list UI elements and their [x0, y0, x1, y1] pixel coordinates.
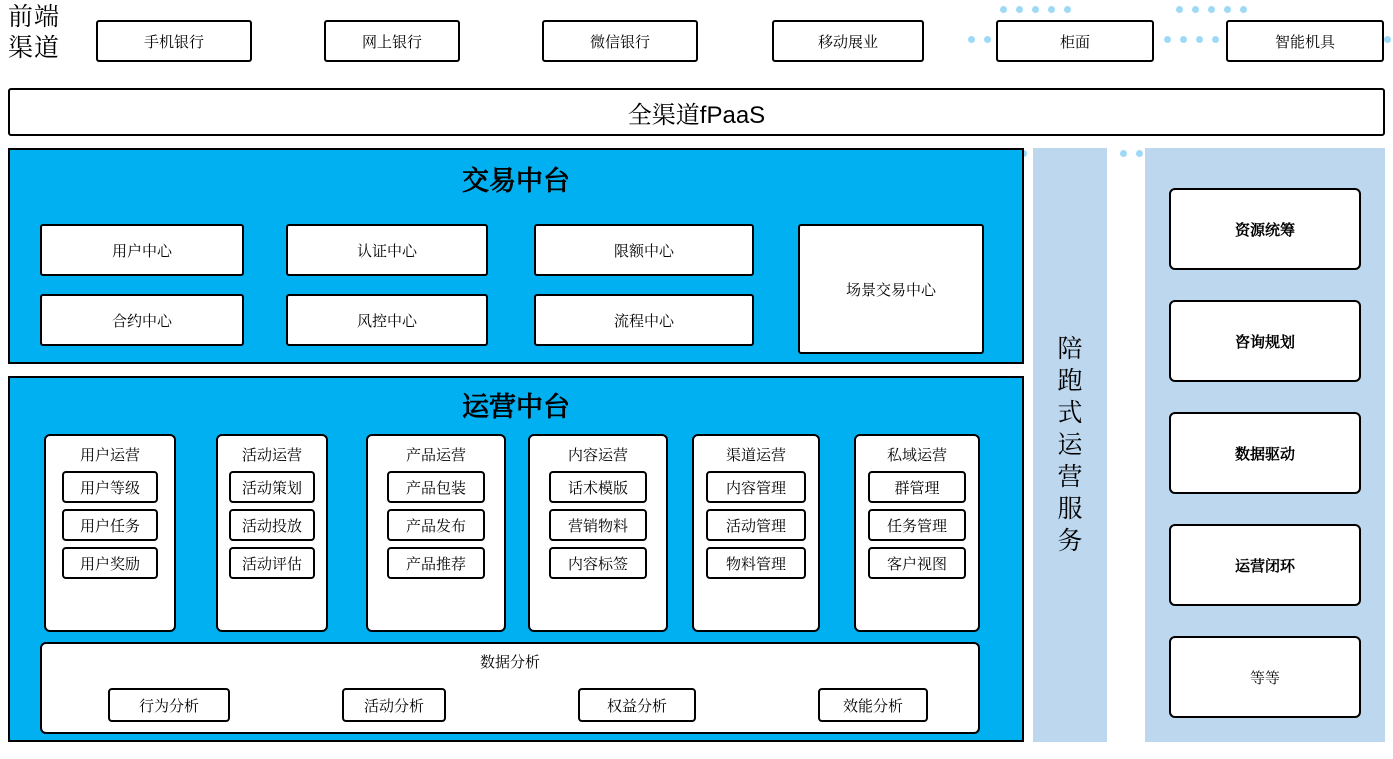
omnichannel-fpaas-bar[interactable]	[8, 88, 1385, 136]
op-item[interactable]: 用户等级	[62, 471, 158, 503]
right-capability-panel	[1145, 148, 1385, 742]
op-group-channel	[692, 434, 820, 632]
op-item[interactable]: 话术模版	[549, 471, 647, 503]
trade-limit-center[interactable]	[534, 224, 754, 276]
trade-box-label: 用户中心	[111, 242, 172, 260]
op-group-title: 渠道运营	[725, 447, 786, 464]
op-item[interactable]: 用户任务	[62, 509, 158, 541]
front-channel-label-line2: 渠道	[8, 34, 61, 62]
channel-wechat-bank[interactable]	[542, 20, 698, 62]
op-item[interactable]: 产品发布	[387, 509, 485, 541]
front-channel-label	[8, 2, 86, 64]
op-group-title: 活动运营	[241, 447, 302, 464]
op-item[interactable]: 活动管理	[706, 509, 806, 541]
data-analysis-item[interactable]: 权益分析	[578, 688, 696, 722]
operation-center-title: 运营中台	[462, 392, 570, 422]
trade-auth-center[interactable]	[286, 224, 488, 276]
op-item[interactable]: 内容标签	[549, 547, 647, 579]
channel-counter[interactable]	[996, 20, 1154, 62]
op-item[interactable]: 群管理	[868, 471, 966, 503]
trade-scene-center[interactable]	[798, 224, 984, 354]
op-group-user	[44, 434, 176, 632]
op-group-title: 内容运营	[567, 447, 628, 464]
channel-label: 手机银行	[143, 33, 204, 51]
right-item-etc[interactable]: 等等	[1169, 636, 1361, 718]
channel-label: 移动展业	[817, 33, 878, 51]
channel-label: 柜面	[1059, 33, 1090, 51]
trade-box-label: 限额中心	[613, 242, 674, 260]
accompanying-operation-service-column	[1033, 148, 1107, 742]
op-item[interactable]: 用户奖励	[62, 547, 158, 579]
op-item[interactable]: 产品推荐	[387, 547, 485, 579]
op-item[interactable]: 活动策划	[229, 471, 315, 503]
op-item[interactable]: 任务管理	[868, 509, 966, 541]
channel-mobile-business[interactable]	[772, 20, 924, 62]
op-group-title: 用户运营	[79, 447, 140, 464]
channel-label: 网上银行	[361, 33, 422, 51]
op-item[interactable]: 产品包装	[387, 471, 485, 503]
op-group-content	[528, 434, 668, 632]
op-group-title: 产品运营	[405, 447, 466, 464]
service-column-label: 陪跑式运营服务	[1057, 335, 1083, 555]
data-analysis-title: 数据分析	[479, 654, 540, 671]
op-group-title: 私域运营	[886, 447, 947, 464]
trade-box-label: 流程中心	[613, 312, 674, 330]
op-group-product	[366, 434, 506, 632]
fpaas-label: 全渠道fPaaS	[627, 101, 766, 129]
right-item-consulting[interactable]: 咨询规划	[1169, 300, 1361, 382]
trade-box-label: 认证中心	[356, 242, 417, 260]
op-group-campaign	[216, 434, 328, 632]
op-item[interactable]: 内容管理	[706, 471, 806, 503]
channel-mobile-bank[interactable]	[96, 20, 252, 62]
right-item-resource[interactable]: 资源统筹	[1169, 188, 1361, 270]
op-item[interactable]: 活动投放	[229, 509, 315, 541]
right-item-data-driven[interactable]: 数据驱动	[1169, 412, 1361, 494]
op-item[interactable]: 物料管理	[706, 547, 806, 579]
front-channel-label-line1: 前端	[8, 3, 61, 31]
trade-process-center[interactable]	[534, 294, 754, 346]
channel-label: 微信银行	[589, 33, 650, 51]
channel-internet-bank[interactable]	[324, 20, 460, 62]
op-item[interactable]: 营销物料	[549, 509, 647, 541]
data-analysis-item[interactable]: 活动分析	[342, 688, 446, 722]
data-analysis-item[interactable]: 效能分析	[818, 688, 928, 722]
trade-user-center[interactable]	[40, 224, 244, 276]
right-item-closed-loop[interactable]: 运营闭环	[1169, 524, 1361, 606]
trade-box-label: 合约中心	[111, 312, 172, 330]
op-item[interactable]: 活动评估	[229, 547, 315, 579]
op-group-private-domain	[854, 434, 980, 632]
trade-box-label: 场景交易中心	[845, 281, 936, 299]
channel-label: 智能机具	[1274, 33, 1335, 51]
channel-smart-machine[interactable]	[1226, 20, 1384, 62]
data-analysis-item[interactable]: 行为分析	[108, 688, 230, 722]
trade-risk-center[interactable]	[286, 294, 488, 346]
trade-center-title: 交易中台	[462, 166, 570, 196]
trade-box-label: 风控中心	[356, 312, 417, 330]
data-analysis-group	[40, 642, 980, 734]
op-item[interactable]: 客户视图	[868, 547, 966, 579]
trade-contract-center[interactable]	[40, 294, 244, 346]
